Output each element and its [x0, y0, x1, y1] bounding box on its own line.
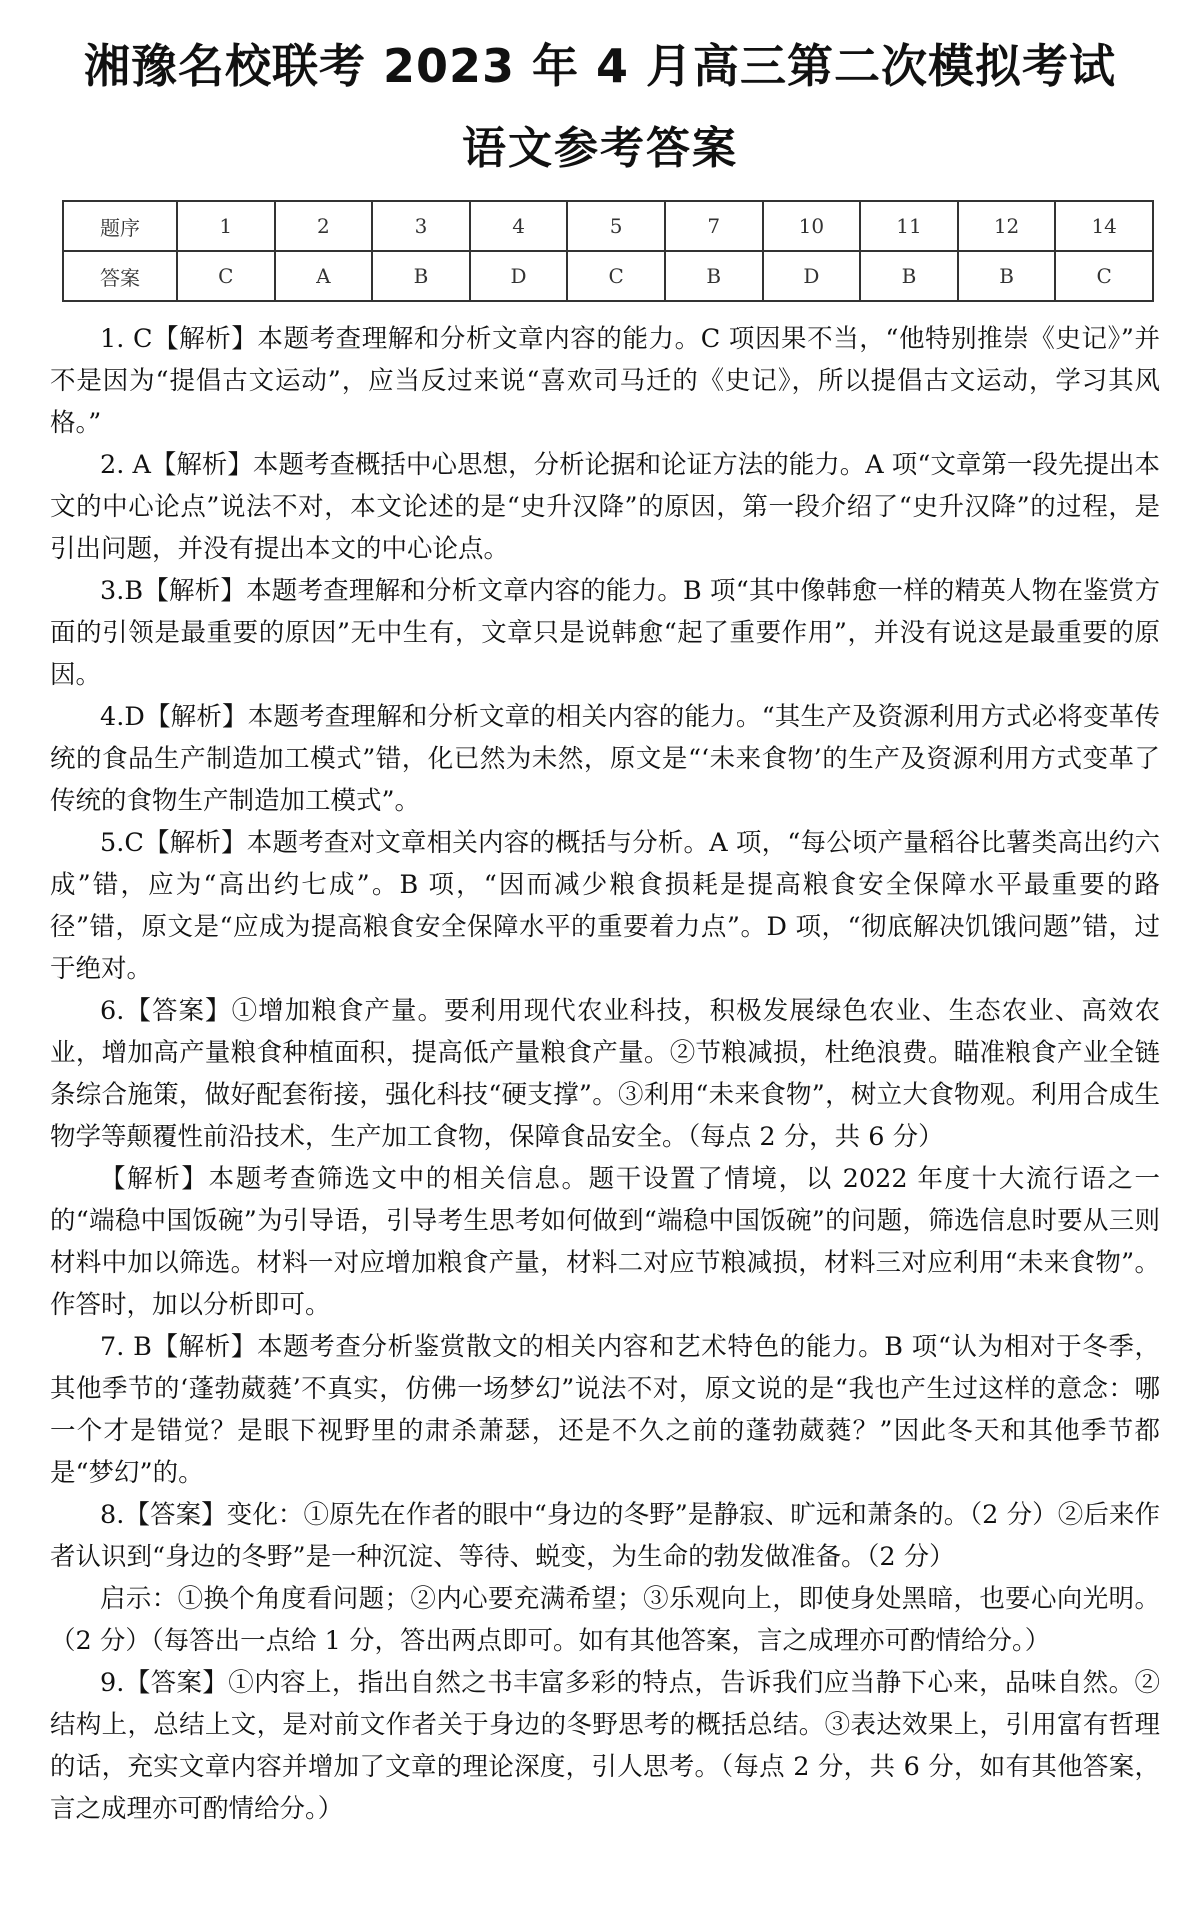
question-number: 14: [1055, 201, 1153, 251]
answer-cell: D: [763, 251, 861, 301]
explanation-q7: 7. B【解析】本题考查分析鉴赏散文的相关内容和艺术特色的能力。B 项“认为相对于冬季，其他季节的‘蓬勃葳蕤’不真实，仿佛一场梦幻”说法不对，原文说的是“我也产生过这样的意念：哪一个才是错觉？是眼下视野里的肃杀萧瑟，还是不久之前的蓬勃葳蕤？”因此冬天和其他季节都是“梦幻”的。: [50, 1332, 1160, 1488]
explanation-q5: 5.C【解析】本题考查对文章相关内容的概括与分析。A 项，“每公顷产量稻谷比薯类高出约六成”错，应为“高出约七成”。B 项，“因而减少粮食损耗是提高粮食安全保障水平最重要的路径”错，原文是“应成为提高粮食安全保障水平的重要着力点”。D 项，“彻底解决饥饿问题”错，过于绝对。: [50, 828, 1160, 984]
answer-cell: C: [567, 251, 665, 301]
explanation-q4: 4.D【解析】本题考查理解和分析文章的相关内容的能力。“其生产及资源利用方式必将变革传统的食品生产制造加工模式”错，化已然为未然，原文是“‘未来食物’的生产及资源利用方式变革了传统的食物生产制造加工模式”。: [50, 702, 1160, 816]
document-subtitle: 语文参考答案: [462, 123, 738, 174]
answer-cell: D: [470, 251, 568, 301]
question-number: 12: [958, 201, 1056, 251]
question-number: 5: [567, 201, 665, 251]
answer-q6: 6.【答案】①增加粮食产量。要利用现代农业科技，积极发展绿色农业、生态农业、高效农业，增加高产量粮食种植面积，提高低产量粮食产量。②节粮减损，杜绝浪费。瞄准粮食产业全链条综合施策，做好配套衔接，强化科技“硬支撑”。③利用“未来食物”，树立大食物观。利用合成生物学等颠覆性前沿技术，生产加工食物，保障食品安全。（每点 2 分，共 6 分）: [50, 996, 1160, 1152]
question-number: 2: [275, 201, 373, 251]
answer-q9: 9.【答案】①内容上，指出自然之书丰富多彩的特点，告诉我们应当静下心来，品味自然。②结构上，总结上文，是对前文作者关于身边的冬野思考的概括总结。③表达效果上，引用富有哲理的话，充实文章内容并增加了文章的理论深度，引人思考。（每点 2 分，共 6 分，如有其他答案，言之成理亦可酌情给分。）: [50, 1668, 1160, 1824]
question-number: 4: [470, 201, 568, 251]
exam-title: 湘豫名校联考 2023 年 4 月高三第二次模拟考试: [83, 39, 1117, 93]
explanations: [50, 318, 1160, 1830]
explanation-q3: 3.B【解析】本题考查理解和分析文章内容的能力。B 项“其中像韩愈一样的精英人物在鉴赏方面的引领是最重要的原因”无中生有，文章只是说韩愈“起了重要作用”，并没有说这是最重要的原因。: [50, 576, 1160, 690]
question-number: 10: [763, 201, 861, 251]
explanation-q2: 2. A【解析】本题考查概括中心思想，分析论据和论证方法的能力。A 项“文章第一段先提出本文的中心论点”说法不对，本文论述的是“史升汉降”的原因，第一段介绍了“史升汉降”的过程，是引出问题，并没有提出本文的中心论点。: [50, 450, 1160, 564]
question-number: 3: [372, 201, 470, 251]
answer-cell: C: [177, 251, 275, 301]
explanation-q6: 【解析】本题考查筛选文中的相关信息。题干设置了情境，以 2022 年度十大流行语之一的“端稳中国饭碗”为引导语，引导考生思考如何做到“端稳中国饭碗”的问题，筛选信息时要从三则材料中加以筛选。材料一对应增加粮食产量，材料二对应节粮减损，材料三对应利用“未来食物”。作答时，加以分析即可。: [50, 1164, 1160, 1320]
answer-cell: C: [1055, 251, 1153, 301]
question-number: 7: [665, 201, 763, 251]
answer-q8-change: 8.【答案】变化：①原先在作者的眼中“身边的冬野”是静寂、旷远和萧条的。（2 分）②后来作者认识到“身边的冬野”是一种沉淀、等待、蜕变，为生命的勃发做准备。（2 分）: [50, 1500, 1160, 1572]
answer-cell: B: [860, 251, 958, 301]
question-number: 1: [177, 201, 275, 251]
answer-row: [63, 251, 1153, 301]
explanation-q1: 1. C【解析】本题考查理解和分析文章内容的能力。C 项因果不当，“他特别推崇《史记》”并不是因为“提倡古文运动”，应当反过来说“喜欢司马迁的《史记》，所以提倡古文运动，学习其风格。”: [50, 324, 1160, 438]
answer-cell: A: [275, 251, 373, 301]
answer-cell: B: [665, 251, 763, 301]
question-number: 11: [860, 201, 958, 251]
row-label-answer: 答案: [63, 251, 177, 301]
question-number-row: [63, 201, 1153, 251]
answer-q8-insight: 启示：①换个角度看问题；②内心要充满希望；③乐观向上，即使身处黑暗，也要心向光明。（2 分）（每答出一点给 1 分，答出两点即可。如有其他答案，言之成理亦可酌情给分。）: [50, 1584, 1160, 1656]
answer-cell: B: [372, 251, 470, 301]
answer-cell: B: [958, 251, 1056, 301]
row-label-question: 题序: [63, 201, 177, 251]
answer-table: [62, 200, 1154, 302]
